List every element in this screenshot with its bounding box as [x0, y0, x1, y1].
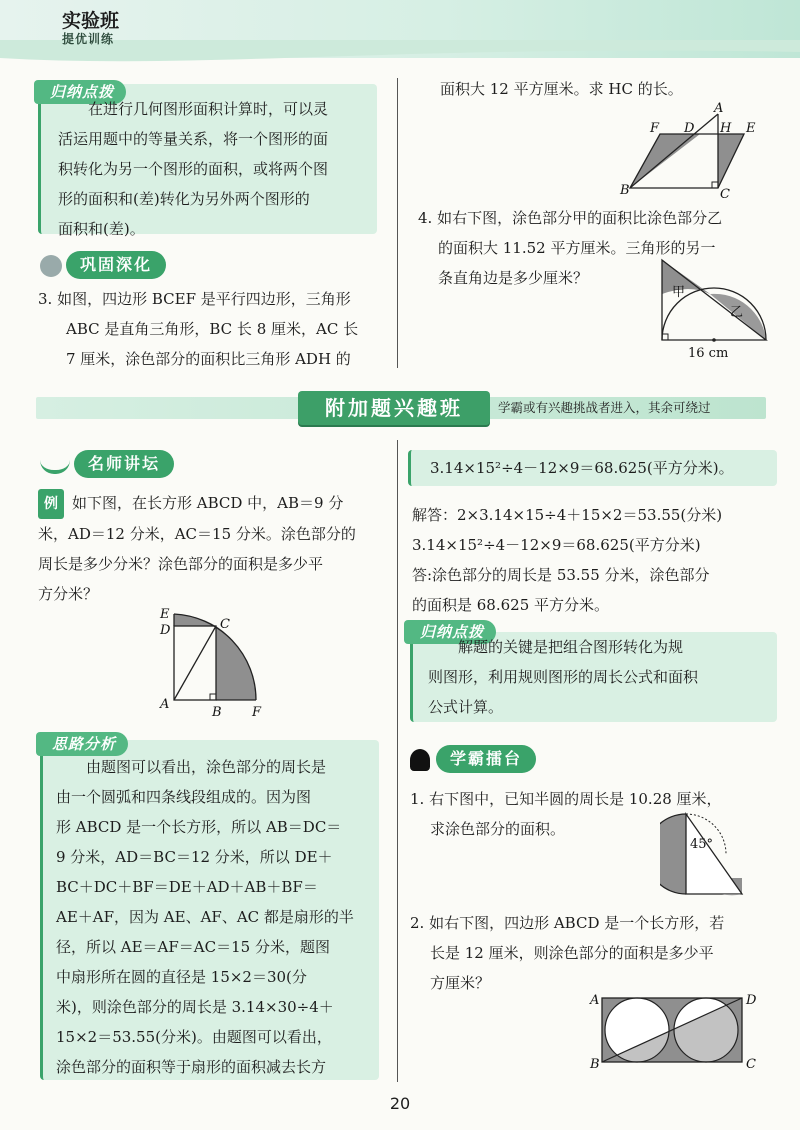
figure-rectangle-sector: [152, 604, 272, 720]
figure-rectangle-circles: [584, 990, 764, 1072]
analysis-text: 由题图可以看出，涂色部分的周长是 由一个圆弧和四条线段组成的。因为图 形 ABCD 是一个长方形，所以 AB＝DC＝ 9 分米，AD＝BC＝12 分米，所以 DE＋ BC＋DC＋BF＝DE＋AD＋AB＋BF＝ AE＋AF，因为 AE、AF、AC 都是扇形的半 径，所以 AE＝AF＝AC＝15 分米，题图 中扇形所在圆的直径是 15×2＝30(分 米)，则涂色部分的周长是 3.14×30÷4＋ 15×2＝53.55(分米)。由题图可以看出， 涂色部分的面积等于扇形的面积减去长方: [56, 758, 354, 1076]
svg-text:C: C: [746, 1057, 756, 1072]
question-1: 1. 右下图中，已知半圆的周长是 10.28 厘米， 求涂色部分的面积。: [410, 790, 722, 838]
svg-text:A: A: [160, 697, 170, 712]
column-divider-bottom: [397, 440, 398, 1082]
answer-text: 解答：2×3.14×15÷4＋15×2＝53.55(分米) 3.14×15²÷4－12×9＝68.625(平方分米) 答:涂色部分的周长是 53.55 分米，涂色部分 的面积是 68.625 平方分米。: [412, 506, 723, 614]
example-badge: 例: [38, 489, 64, 519]
svg-text:E: E: [746, 121, 756, 136]
section-xueba: 学霸擂台: [410, 745, 536, 773]
analysis-label: 思路分析: [36, 732, 128, 756]
question-3: 3. 如图，四边形 BCEF 是平行四边形，三角形 ABC 是直角三角形，BC 长 8 厘米，AC 长 7 厘米，涂色部分的面积比三角形 ADH 的: [38, 290, 359, 368]
svg-text:16 cm: 16 cm: [688, 346, 729, 361]
section-gonggu: 巩固深化: [40, 251, 166, 279]
question-3-continued: 面积大 12 平方厘米。求 HC 的长。: [440, 80, 683, 98]
robot-icon: [40, 255, 62, 277]
question-2: 2. 如右下图，四边形 ABCD 是一个长方形，若 长是 12 厘米，则涂色部分的面积是多少平 方厘米？: [410, 914, 725, 992]
svg-text:乙: 乙: [730, 305, 744, 320]
svg-text:C: C: [720, 187, 730, 202]
svg-text:F: F: [650, 121, 660, 136]
runner-icon: [410, 749, 430, 771]
wave-icon: [40, 456, 70, 474]
question-4: 4. 如右下图，涂色部分甲的面积比涂色部分乙 的面积大 11.52 平方厘米。三角形的另一 条直角边是多少厘米？: [418, 209, 723, 287]
svg-text:D: D: [160, 623, 171, 638]
figure-parallelogram: [612, 102, 762, 202]
svg-text:45°: 45°: [690, 837, 714, 852]
svg-text:B: B: [590, 1057, 600, 1072]
svg-text:B: B: [620, 183, 630, 198]
figure-semicircle-triangle: [650, 254, 780, 364]
tip-label-bottom: 归纳点拨: [404, 620, 496, 644]
svg-text:B: B: [212, 705, 222, 720]
svg-text:F: F: [252, 705, 262, 720]
figure-semicircle-45: [660, 808, 760, 904]
example-text: 例 如下图，在长方形 ABCD 中，AB＝9 分 米，AD＝12 分米，AC＝15 分米。涂色部分的 周长是多少分米？涂色部分的面积是多少平 方分米？: [38, 488, 390, 609]
analysis-continued: 3.14×15²÷4－12×9＝68.625(平方分米)。: [430, 459, 734, 477]
banner-note: 学霸或有兴趣挑战者进入，其余可绕过: [498, 400, 711, 415]
section-mingshi: 名师讲坛: [40, 450, 174, 478]
page-number: 20: [389, 1094, 411, 1113]
brand-subtitle: 提优训练: [62, 32, 115, 46]
tip-label-top: 归纳点拨: [34, 80, 126, 104]
brand-title: 实验班: [62, 10, 120, 32]
svg-text:E: E: [160, 607, 170, 622]
banner-title: 附加题兴趣班: [298, 391, 490, 425]
svg-text:A: A: [714, 102, 724, 116]
svg-text:D: D: [746, 993, 757, 1008]
tip-text-top: 在进行几何图形面积计算时，可以灵 活运用题中的等量关系，将一个图形的面 积转化为另一个图形的面积，或将两个图 形的面积和(差)转化为另外两个图形的 面积和(差)。: [58, 100, 329, 238]
tip-text-bottom: 解题的关键是把组合图形转化为规 则图形，利用规则图形的周长公式和面积 公式计算。: [428, 638, 699, 716]
svg-text:D: D: [684, 121, 695, 136]
svg-text:A: A: [590, 993, 600, 1008]
svg-text:H: H: [720, 121, 732, 136]
svg-text:C: C: [220, 617, 230, 632]
svg-text:甲: 甲: [672, 285, 686, 300]
column-divider-top: [397, 78, 398, 368]
